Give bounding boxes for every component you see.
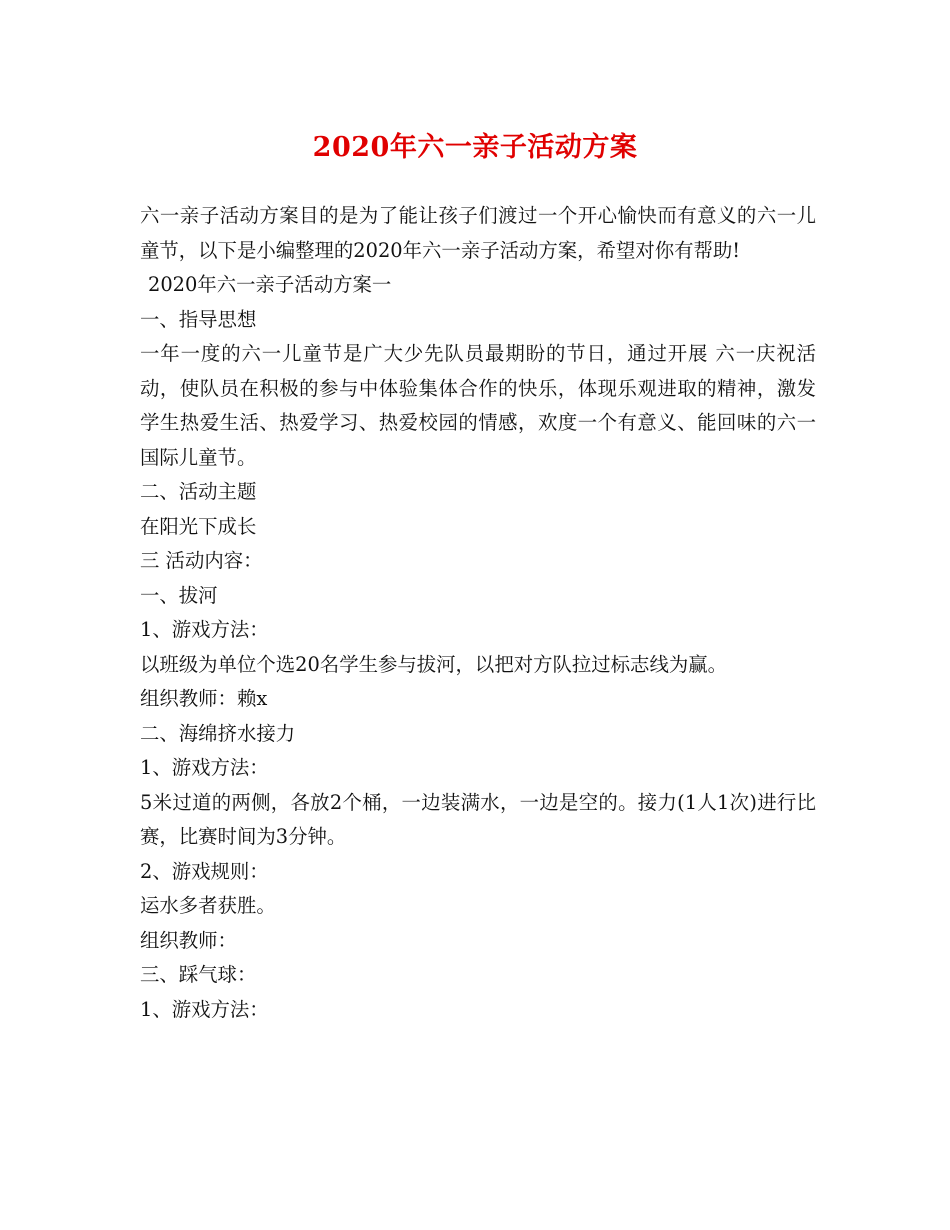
item-tug-of-war-method-text: 以班级为单位个选20名学生参与拔河，以把对方队拉过标志线为赢。 — [140, 652, 728, 676]
heading-activity-theme: 二、活动主题 — [140, 480, 257, 503]
item-sponge-relay-rules-text: 运水多者获胜。 — [140, 894, 276, 917]
item-tug-of-war-method-label: 1、游戏方法： — [140, 618, 269, 641]
intro-paragraph: 六一亲子活动方案目的是为了能让孩子们渡过一个开心愉快而有意义的六一儿童节，以下是小编整理的2020年六一亲子活动方案，希望对你有帮助! — [140, 204, 816, 262]
guiding-thought-paragraph: 一年一度的六一儿童节是广大少先队员最期盼的节日，通过开展 六一庆祝活动，使队员在积极的参与中体验集体合作的快乐，体现乐观进取的精神，激发学生热爱生活、热爱学习、热爱校园的情感，欢度一个有意义、能回味的六一国际儿童节。 — [140, 342, 816, 469]
item-balloon-stomp-method-label: 1、游戏方法： — [140, 997, 269, 1021]
heading-activity-content: 三 活动内容： — [140, 549, 263, 572]
document-body — [140, 199, 816, 1027]
item-sponge-relay-method-text: 5米过道的两侧，各放2个桶，一边装满水，一边是空的。接力(1人1次)进行比赛，比赛时间为3分钟。 — [140, 790, 816, 848]
heading-guiding-thought: 一、指导思想 — [140, 307, 257, 331]
document-title: 2020年六一亲子活动方案 — [312, 132, 638, 163]
item-balloon-stomp-title: 三、踩气球： — [140, 963, 257, 986]
item-tug-of-war-title: 一、拔河 — [140, 583, 218, 607]
item-sponge-relay-teacher: 组织教师： — [140, 928, 237, 952]
item-sponge-relay-title: 二、海绵挤水接力 — [140, 721, 296, 745]
section-title: 2020年六一亲子活动方案一 — [148, 273, 392, 296]
item-sponge-relay-method-label: 1、游戏方法： — [140, 756, 269, 779]
item-tug-of-war-teacher: 组织教师：赖x — [140, 687, 268, 710]
activity-theme-text: 在阳光下成长 — [140, 514, 257, 538]
item-sponge-relay-rules-label: 2、游戏规则： — [140, 859, 269, 883]
